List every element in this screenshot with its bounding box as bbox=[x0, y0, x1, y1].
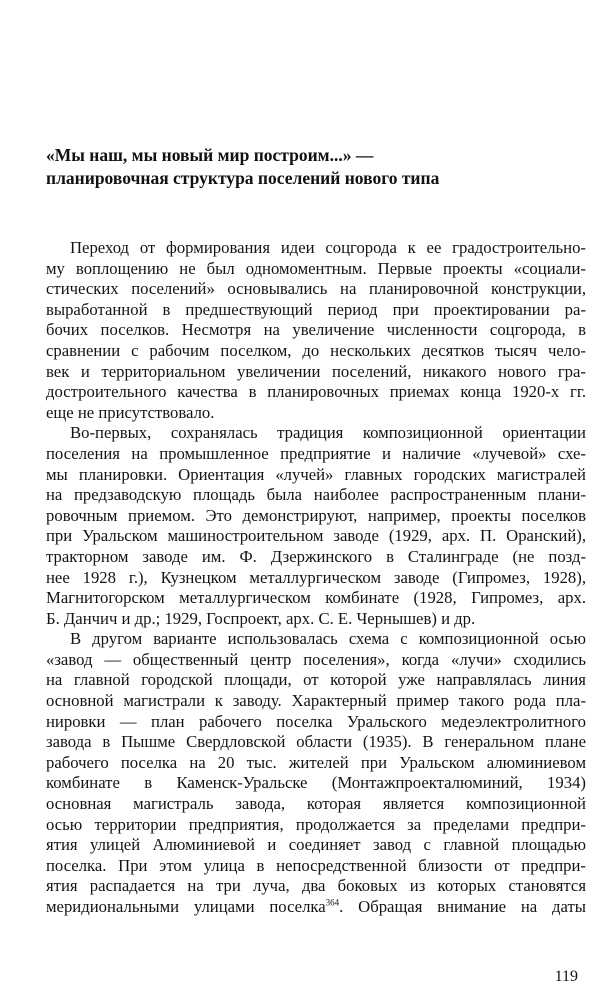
text-line: век и территориальном увеличении поселений, никакого нового гра- bbox=[46, 361, 586, 381]
text-line: на главной городской площади, от которой уже направлялась линия bbox=[46, 670, 586, 690]
text-line: Магнитогорском металлургическом комбинате (1928, Гипромез, арх. bbox=[46, 588, 586, 608]
text-line: выработанной в предшествующий период при проектировании ра- bbox=[46, 299, 586, 319]
text-line: тракторном заводе им. Ф. Дзержинского в Сталинграде (не позд- bbox=[46, 546, 586, 566]
section-heading bbox=[46, 144, 566, 190]
line-text-start: меридиональными улицами поселка bbox=[46, 897, 326, 916]
text-line: В другом варианте использовалась схема с композиционной осью bbox=[70, 629, 586, 649]
text-line-with-footnote bbox=[46, 897, 586, 918]
text-line: рабочего поселка на 20 тыс. жителей при Уральском алюминиевом bbox=[46, 752, 586, 772]
text-line: нировки — план рабочего поселка Уральского медеэлектролитного bbox=[46, 711, 586, 731]
text-line: поселения на промышленное предприятие и наличие «лучевой» схе- bbox=[46, 443, 586, 463]
text-line: стических поселений» основывались на планировочной конструкции, bbox=[46, 279, 586, 299]
text-line: нее 1928 г.), Кузнецком металлургическом заводе (Гипромез, 1928), bbox=[46, 567, 586, 587]
text-line: достроительного качества в планировочных приемах конца 1920-х гг. bbox=[46, 382, 586, 402]
text-line: «завод — общественный центр поселения», когда «лучи» сходились bbox=[46, 649, 586, 669]
text-line: на предзаводскую площадь была наиболее распространенным плани- bbox=[46, 485, 586, 505]
paragraph-2 bbox=[46, 423, 586, 629]
page-number: 119 bbox=[554, 968, 578, 985]
text-line: поселка. При этом улица в непосредственной близости от предпри- bbox=[46, 855, 586, 875]
text-line: Б. Данчич и др.; 1929, Госпроект, арх. С. Е. Чернышев) и др. bbox=[46, 608, 476, 628]
text-line: при Уральском машиностроительном заводе (1929, арх. П. Оранский), bbox=[46, 526, 586, 546]
text-line: Во-первых, сохранялась традиция композиционной ориентации bbox=[70, 423, 586, 443]
text-line: осью территории предприятия, продолжается за пределами предпри- bbox=[46, 814, 586, 834]
text-line: бочих поселков. Несмотря на увеличение численности соцгорода, в bbox=[46, 320, 586, 340]
text-line: Переход от формирования идеи соцгорода к ее градостроительно- bbox=[70, 238, 586, 257]
footnote-reference[interactable]: 364 bbox=[325, 897, 340, 908]
text-line: завода в Пышме Свердловской области (1935). В генеральном плане bbox=[46, 732, 586, 752]
text-line: му воплощению не был одномоментным. Первые проекты «социали- bbox=[46, 258, 586, 278]
text-line: ятия улицей Алюминиевой и соединяет завод с главной площадью bbox=[46, 835, 586, 855]
text-line: мы планировки. Ориентация «лучей» главных городских магистралей bbox=[46, 464, 586, 484]
text-line: еще не присутствовало. bbox=[46, 402, 215, 422]
text-line: сравнении с рабочим поселком, до нескольких десятков тысяч чело- bbox=[46, 340, 586, 360]
line-text-end: . Обращая внимание на даты bbox=[339, 897, 586, 916]
text-line: основная магистраль завода, которая является композиционной bbox=[46, 794, 586, 814]
text-line: комбинате в Каменск-Уральске (Монтажпроекталюминий, 1934) bbox=[46, 773, 586, 793]
text-line: ятия распадается на три луча, два боковых из которых становятся bbox=[46, 876, 586, 896]
paragraph-1 bbox=[46, 238, 586, 423]
text-line: основной магистрали к заводу. Характерный пример такого рода пла- bbox=[46, 691, 586, 711]
paragraph-3 bbox=[46, 629, 586, 917]
heading-line: планировочная структура поселений нового типа bbox=[46, 168, 440, 188]
text-line: ровочным приемом. Это демонстрируют, например, проекты поселков bbox=[46, 505, 586, 525]
heading-line: «Мы наш, мы новый мир построим...» — bbox=[46, 145, 374, 165]
body-text bbox=[46, 238, 586, 918]
